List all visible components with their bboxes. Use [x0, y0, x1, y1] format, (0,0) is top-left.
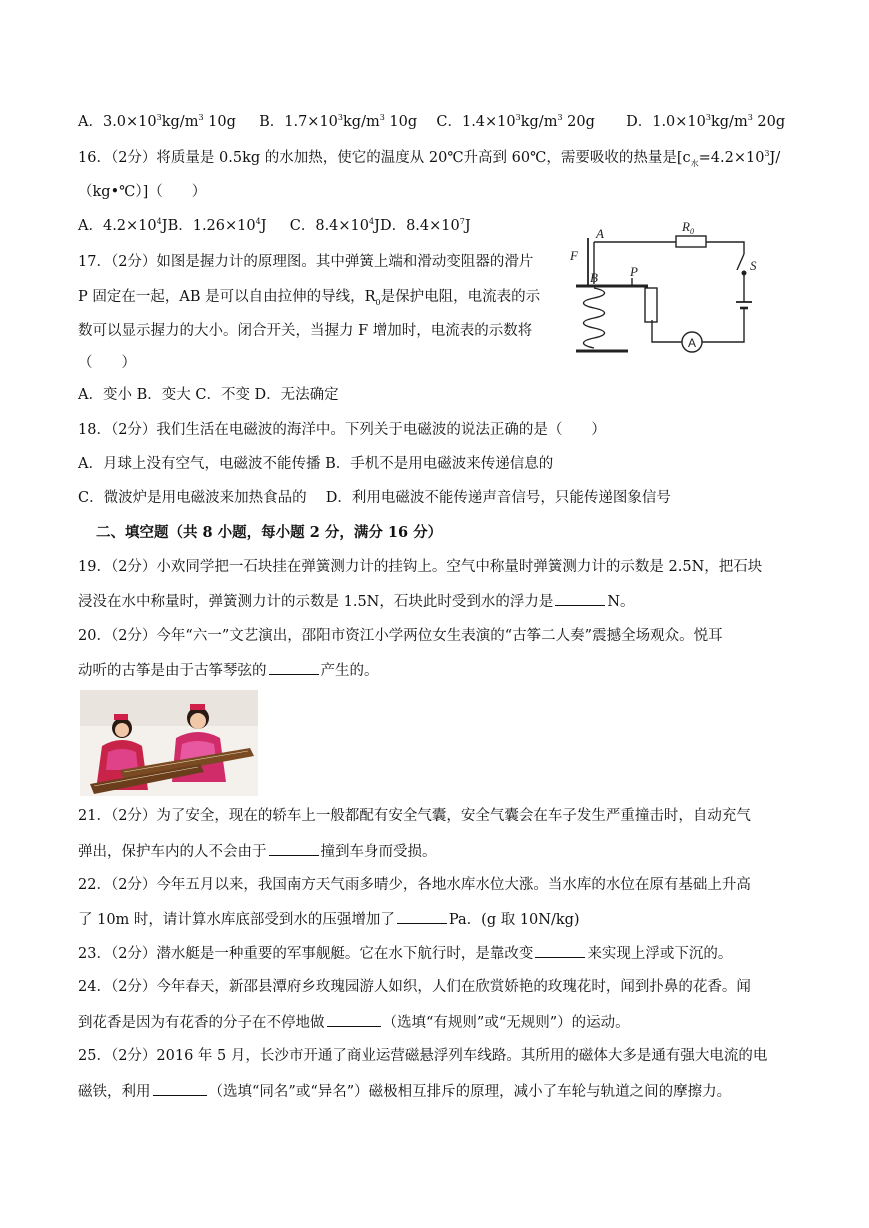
q19-stem-line2: 浸没在水中称量时，弹簧测力计的示数是 1.5N，石块此时受到水的浮力是 N。 — [78, 591, 635, 612]
q15-option-c: C．$1.4\times 10^3kg/m^3$ 20g — [436, 113, 595, 130]
q19-stem-line1: 19．（2分）小欢同学把一石块挂在弹簧测力计的挂钩上。空气中称量时弹簧测力计的示数是 2.5N，把石块 — [78, 559, 763, 575]
q25-answer-blank — [153, 1081, 207, 1096]
q21-answer-blank — [269, 841, 319, 856]
label-f: F — [570, 248, 578, 263]
q20-stem-line1: 20．（2分）今年“六一”文艺演出，邵阳市资江小学两位女生表演的“古筝二人奏”震撼全场观众。悦耳 — [78, 628, 723, 644]
q19-answer-blank — [555, 591, 605, 606]
circuit-wire-top-right — [706, 242, 744, 254]
q16-option-b: B．$1.26\times 10^4J$ — [167, 217, 267, 234]
q18-options-ab: A．月球上没有空气，电磁波不能传播 B．手机不是用电磁波来传递信息的 — [78, 456, 554, 472]
q24-stem-line1: 24．（2分）今年春天，新邵县潭府乡玫瑰园游人如织，人们在欣赏娇艳的玫瑰花时，闻到扑鼻的花香。闻 — [78, 979, 751, 995]
label-a: A — [596, 226, 604, 241]
q23-answer-blank — [535, 943, 585, 958]
q17-stem-line4: （ ） — [78, 355, 136, 371]
q24-stem-line2: 到花香是因为有花香的分子在不停地做 （选填“有规则”或“无规则”）的运动。 — [78, 1012, 630, 1033]
q15-option-a: A．$3.0\times 10^3kg/m^3$ 10g — [78, 113, 236, 130]
q18-options-cd: C．微波炉是用电磁波来加热食品的 D．利用电磁波不能传递声音信号，只能传递图象信号 — [78, 490, 671, 506]
q20-stem-line2: 动听的古筝是由于古筝琴弦的 产生的。 — [78, 660, 379, 681]
section-heading-fill-in: 二、填空题（共 8 小题，每小题 2 分，满分 16 分） — [96, 524, 443, 541]
q16-option-a: A．$4.2\times 10^4J$ — [78, 217, 168, 234]
ammeter-label: A — [688, 336, 697, 350]
guzheng-performance-photo — [80, 690, 258, 796]
q16-options — [78, 216, 471, 236]
q17-options: A．变小 B．变大 C．不变 D．无法确定 — [78, 387, 339, 403]
q15-options — [78, 112, 785, 132]
spring — [584, 288, 605, 348]
q17-stem-line2: P 固定在一起，AB 是可以自由拉伸的导线，$R_0$是保护电阻，电流表的示 — [78, 289, 541, 307]
q22-stem-line1: 22．（2分）今年五月以来，我国南方天气雨多晴少，各地水库水位大涨。当水库的水位在原有基础上升高 — [78, 877, 751, 893]
label-p: P — [630, 264, 638, 279]
q17-stem-line3: 数可以显示握力的大小。闭合开关，当握力 F 增加时，电流表的示数将 — [78, 323, 533, 339]
q25-stem-line1: 25．（2分）2016 年 5 月，长沙市开通了商业运营磁悬浮列车线路。其所用的磁体大多是通有强大电流的电 — [78, 1048, 768, 1064]
q16-option-d: D．$8.4\times 10^7J$ — [379, 217, 471, 234]
q17-stem-line1: 17．（2分）如图是握力计的原理图。其中弹簧上端和滑动变阻器的滑片 — [78, 254, 534, 270]
q15-option-b: B．$1.7\times 10^3kg/m^3$ 10g — [259, 113, 418, 130]
circuit-wire-bottom-right — [702, 308, 744, 342]
q22-answer-blank — [397, 909, 447, 924]
q16-stem-line1: 16．（2分）将质量是 0.5kg 的水加热，使它的温度从 20℃升高到 60℃，需要吸收的热量是[$c_水=4.2\times 10^3J/$ — [78, 149, 781, 168]
label-b: B — [590, 270, 598, 285]
q16-stem-line2: （kg•℃）]（ ） — [78, 184, 207, 200]
switch-blade — [737, 254, 744, 270]
q24-answer-blank — [327, 1012, 381, 1027]
q20-answer-blank — [269, 660, 319, 675]
q21-stem-line1: 21．（2分）为了安全，现在的轿车上一般都配有安全气囊，安全气囊会在车子发生严重撞击时，自动充气 — [78, 808, 751, 824]
circuit-wire-bottom-left — [652, 320, 682, 342]
grip-dynamometer-circuit-diagram — [566, 214, 766, 362]
q22-stem-line2: 了 10m 时，请计算水库底部受到水的压强增加了 Pa．(g 取 10N/kg) — [78, 909, 580, 930]
q18-stem: 18．（2分）我们生活在电磁波的海洋中。下列关于电磁波的说法正确的是（ ） — [78, 422, 606, 438]
q25-stem-line2: 磁铁，利用 （选填“同名”或“异名”）磁极相互排斥的原理，减小了车轮与轨道之间的摩擦力。 — [78, 1081, 731, 1102]
q15-option-d: D．$1.0\times 10^3kg/m^3$ 20g — [626, 113, 786, 130]
rheostat — [645, 288, 657, 322]
q16-option-c: C．$8.4\times 10^4J$ — [289, 217, 380, 234]
resistor-r0 — [676, 236, 706, 247]
label-r0: $R_0$ — [682, 219, 694, 236]
label-s: S — [750, 258, 757, 273]
q23-stem: 23．（2分）潜水艇是一种重要的军事舰艇。它在水下航行时，是靠改变 来实现上浮或下沉的。 — [78, 943, 732, 964]
q21-stem-line2: 弹出，保护车内的人不会由于 撞到车身而受损。 — [78, 841, 437, 862]
